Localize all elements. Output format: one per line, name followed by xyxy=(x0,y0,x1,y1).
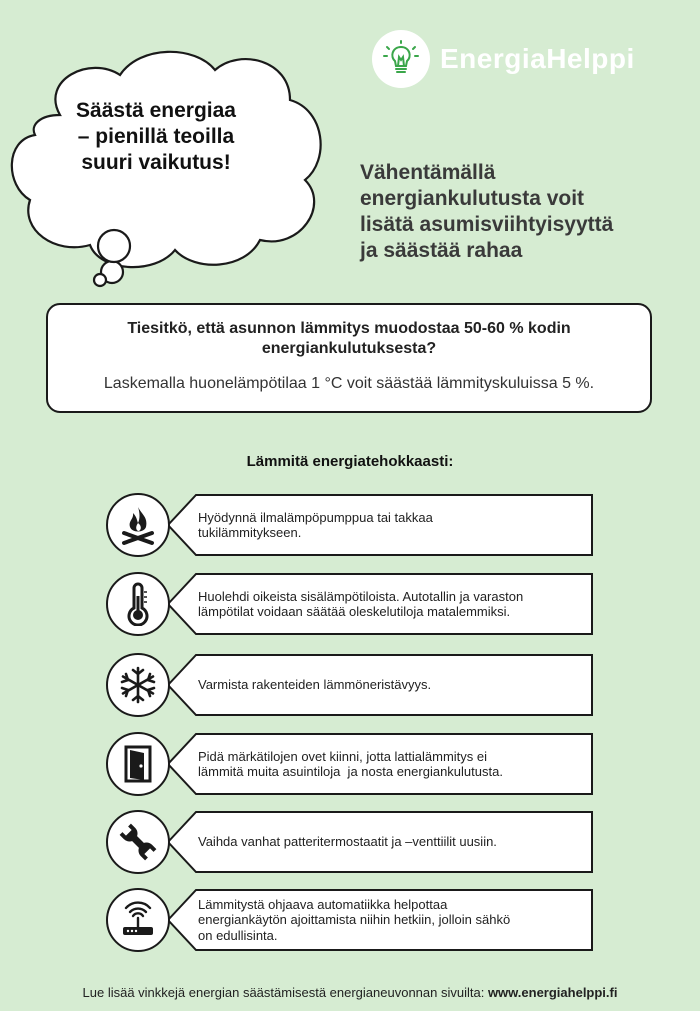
tip-line: Lämmitystä ohjaava automatiikka helpottaa xyxy=(198,896,448,912)
router-icon xyxy=(106,888,170,952)
brand-logo xyxy=(372,30,635,88)
headline-line-2: energiankulutusta voit xyxy=(360,187,585,210)
headline xyxy=(360,160,680,264)
fire-icon xyxy=(106,493,170,557)
info-box xyxy=(46,303,652,413)
cloud-slogan xyxy=(40,98,272,176)
tip-item xyxy=(106,732,594,796)
tip-text xyxy=(198,810,586,874)
brand-name: EnergiaHelppi xyxy=(440,43,635,74)
info-question: Tiesitkö, että asunnon lämmitys muodostaa 50-60 % kodin energiankulutuksesta? xyxy=(127,320,571,357)
snowflake-icon xyxy=(106,653,170,717)
footer-link[interactable]: www.energiahelppi.fi xyxy=(487,985,618,1000)
tip-item xyxy=(106,572,594,636)
tip-line: tukilämmitykseen. xyxy=(198,525,302,540)
cloud-line-1: Säästä energiaa xyxy=(76,99,236,122)
tip-line: Vaihda vanhat patteritermostaatit ja –venttiilit uusiin. xyxy=(198,834,497,850)
tip-line: energiankäytön ajoittamista niihin hetkiin, jolloin sähkö xyxy=(198,912,511,928)
tip-line: Pidä märkätilojen ovet kiinni, jotta lattialämmitys ei xyxy=(198,748,488,764)
footer-text: Lue lisää vinkkejä energian säästämisestä energianeuvonnan sivuilta: xyxy=(82,985,488,1000)
tip-text xyxy=(198,888,586,952)
tip-line: lämpötilat voidaan säätää oleskelutiloja matalemmiksi. xyxy=(198,604,511,619)
info-answer: Laskemalla huonelämpötilaa 1 °C voit säästää lämmityskuluissa 5 %. xyxy=(103,375,595,392)
thermometer-icon xyxy=(106,572,170,636)
tip-text xyxy=(198,493,586,557)
tip-line: on edullisinta. xyxy=(198,927,278,943)
lightbulb-icon xyxy=(372,30,430,88)
headline-line-3: lisätä asumisviihtyisyyttä xyxy=(360,213,614,236)
tip-text xyxy=(198,653,586,717)
cloud-line-3: suuri vaikutus! xyxy=(81,151,231,174)
tip-item xyxy=(106,653,594,717)
tip-line: Huolehdi oikeista sisälämpötiloista. Autotallin ja varaston xyxy=(198,588,524,604)
door-icon xyxy=(106,732,170,796)
tip-text xyxy=(198,572,586,636)
tip-text xyxy=(198,732,586,796)
footer xyxy=(0,985,700,1000)
tip-line: Varmista rakenteiden lämmöneristävyys. xyxy=(198,677,432,693)
wrench-icon xyxy=(106,810,170,874)
tip-line: Hyödynnä ilmalämpöpumppua tai takkaa xyxy=(198,509,433,525)
headline-line-1: Vähentämällä xyxy=(360,161,496,184)
cloud-line-2: – pienillä teoilla xyxy=(77,125,235,148)
tip-item xyxy=(106,493,594,557)
tip-item xyxy=(106,888,594,952)
tip-line: lämmitä muita asuintiloja ja nosta energiankulutusta. xyxy=(198,764,503,779)
tip-item xyxy=(106,810,594,874)
headline-line-4: ja säästää rahaa xyxy=(360,239,523,262)
section-title: Lämmitä energiatehokkaasti: xyxy=(246,453,454,470)
